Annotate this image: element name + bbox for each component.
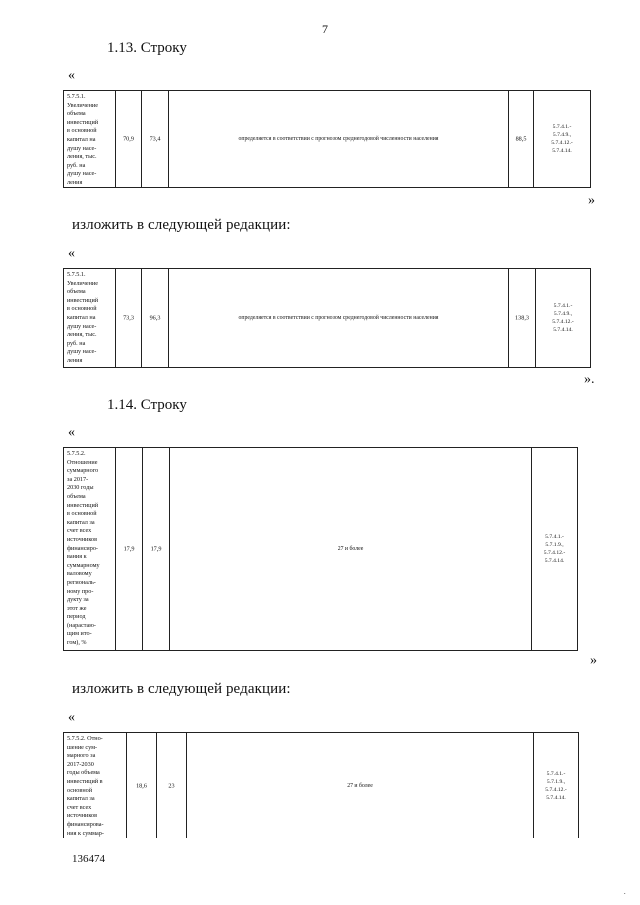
- cell-value-2: [142, 269, 169, 367]
- middle-text: определяется в соответствии с прогнозом среднегодовой численности населения: [238, 315, 439, 321]
- value-2: 17,9: [150, 545, 162, 553]
- open-quote: «: [68, 68, 75, 83]
- value-1: 73,3: [123, 314, 134, 322]
- cell-value-1: [127, 733, 157, 838]
- page-number: 7: [322, 22, 328, 36]
- open-quote: «: [68, 425, 75, 440]
- cell-middle: [187, 733, 534, 838]
- cell-code: [64, 448, 116, 650]
- code-text: 5.7.5.1. Увеличение объема инвестиций в основной капитал на душу насе- ления, тыс. руб. на душу насе- ления: [67, 271, 99, 364]
- table-new-5-7-5-2: [63, 732, 579, 838]
- table-new-5-7-5-1: [63, 268, 591, 368]
- value-2: 96,3: [149, 314, 161, 322]
- replace-phrase: изложить в следующей редакции:: [72, 217, 291, 233]
- value-3: 138,3: [515, 314, 529, 322]
- section-heading-1-14: 1.14. Строку: [107, 397, 187, 413]
- value-2: 23: [168, 782, 175, 789]
- cell-middle: [170, 448, 532, 650]
- cell-refs: [532, 448, 577, 650]
- code-text: 5.7.5.2. Отношение суммарного за 2017- 2030 годы объема инвестиций в основной капитал за счет всех источников финансиро- вания к суммарному валовому региональ- ному про- дукту за этот же период (нарастаю- щим ито- гом), %: [67, 450, 100, 647]
- replace-phrase: изложить в следующей редакции:: [72, 681, 291, 697]
- cell-value-1: [116, 448, 143, 650]
- open-quote: «: [68, 710, 75, 725]
- refs-text: 5.7.4.1.- 5.7.4.9., 5.7.4.12.- 5.7.4.14.: [552, 303, 574, 333]
- code-text: 5.7.5.1. Увеличение объема инвестиций в основной капитал на душу насе- ления, тыс. руб. на душу насе- ления: [67, 93, 99, 186]
- value-1: 18,6: [136, 782, 147, 789]
- cell-code: [64, 91, 116, 187]
- cell-code: [64, 733, 127, 838]
- cell-value-3: [509, 269, 536, 367]
- value-1: 17,9: [123, 545, 135, 553]
- cell-value-2: [157, 733, 187, 838]
- close-quote: »: [590, 653, 597, 668]
- cell-refs: [536, 269, 590, 367]
- open-quote: «: [68, 246, 75, 261]
- cell-code: [64, 269, 116, 367]
- value-3: 88,5: [515, 135, 527, 143]
- cell-value-3: [509, 91, 534, 187]
- cell-value-2: [143, 448, 170, 650]
- middle-text: 27 и более: [337, 546, 364, 552]
- middle-text: определяется в соответствии с прогнозом среднегодовой численности населения: [238, 136, 439, 142]
- table-old-5-7-5-1: [63, 90, 591, 188]
- cell-refs: [534, 733, 578, 838]
- cell-value-2: [142, 91, 169, 187]
- section-heading-1-13: 1.13. Строку: [107, 40, 187, 56]
- close-quote: »: [588, 193, 595, 208]
- value-1: 70,9: [123, 135, 134, 143]
- cell-value-1: [116, 269, 142, 367]
- corner-mark: ·: [623, 890, 626, 898]
- refs-text: 5.7.4.1.- 5.7.1.9., 5.7.4.12.- 5.7.4.14.: [545, 770, 567, 801]
- code-text: 5.7.5.2. Отно- шение сум- марного за 2017-2030 годы объема инвестиций в основной капитал за счет всех источников финансирова- ния к суммар-: [67, 735, 104, 837]
- refs-text: 5.7.4.1.- 5.7.4.9., 5.7.4.12.- 5.7.4.14.: [551, 124, 573, 154]
- close-quote: ».: [584, 372, 595, 387]
- table-old-5-7-5-2: [63, 447, 578, 651]
- cell-middle: [169, 269, 509, 367]
- middle-text: 27 и более: [347, 782, 373, 789]
- cell-middle: [169, 91, 509, 187]
- value-2: 73,4: [149, 135, 161, 143]
- cell-value-1: [116, 91, 142, 187]
- refs-text: 5.7.4.1.- 5.7.1.9., 5.7.4.12.- 5.7.4.14.: [543, 534, 566, 564]
- footer-code: 136474: [72, 853, 105, 865]
- cell-refs: [534, 91, 590, 187]
